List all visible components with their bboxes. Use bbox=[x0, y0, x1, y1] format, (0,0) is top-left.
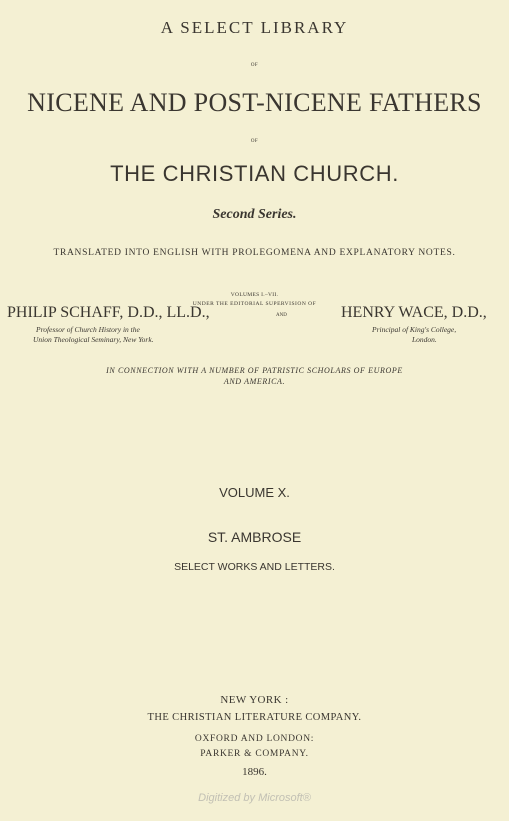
editor-1-desc-1: Professor of Church History in the bbox=[36, 325, 140, 334]
series-label: Second Series. bbox=[212, 207, 297, 222]
title-line-1: A SELECT LIBRARY bbox=[160, 18, 349, 37]
title-line-2: NICENE AND POST-NICENE FATHERS bbox=[27, 88, 482, 117]
editor-1-desc-2: Union Theological Seminary, New York. bbox=[33, 335, 154, 344]
editor-2-desc-1: Principal of King's College, bbox=[372, 325, 457, 334]
of-connector-2: OF bbox=[250, 139, 259, 144]
translated-line: TRANSLATED INTO ENGLISH WITH PROLEGOMENA AND EXPLANATORY NOTES. bbox=[53, 248, 456, 258]
volume-number: VOLUME X. bbox=[219, 485, 290, 500]
of-connector-1: OF bbox=[250, 63, 259, 68]
publisher-city: NEW YORK : bbox=[220, 694, 289, 706]
and-connector: AND bbox=[276, 313, 287, 318]
works-title: SELECT WORKS AND LETTERS. bbox=[174, 561, 335, 573]
digitized-watermark: Digitized by Microsoft® bbox=[198, 792, 311, 804]
publication-year: 1896. bbox=[242, 766, 267, 778]
connection-line-1: IN CONNECTION WITH A NUMBER OF PATRISTIC SCHOLARS OF EUROPE bbox=[106, 366, 403, 375]
volumes-range: VOLUMES I.–VII. bbox=[230, 292, 279, 298]
editorial-supervision: UNDER THE EDITORIAL SUPERVISION OF bbox=[192, 301, 317, 307]
publisher-company: THE CHRISTIAN LITERATURE COMPANY. bbox=[147, 712, 362, 723]
publisher-company-2: PARKER & COMPANY. bbox=[200, 749, 309, 759]
title-line-3: THE CHRISTIAN CHURCH. bbox=[110, 161, 399, 186]
publisher-city-2: OXFORD AND LONDON: bbox=[194, 734, 315, 744]
author-name: ST. AMBROSE bbox=[207, 529, 302, 545]
connection-line-2: AND AMERICA. bbox=[223, 377, 286, 386]
editor-2-desc-2: London. bbox=[412, 335, 437, 344]
editor-2-name: HENRY WACE, D.D., bbox=[341, 304, 487, 321]
editor-1-name: PHILIP SCHAFF, D.D., LL.D., bbox=[7, 304, 210, 321]
